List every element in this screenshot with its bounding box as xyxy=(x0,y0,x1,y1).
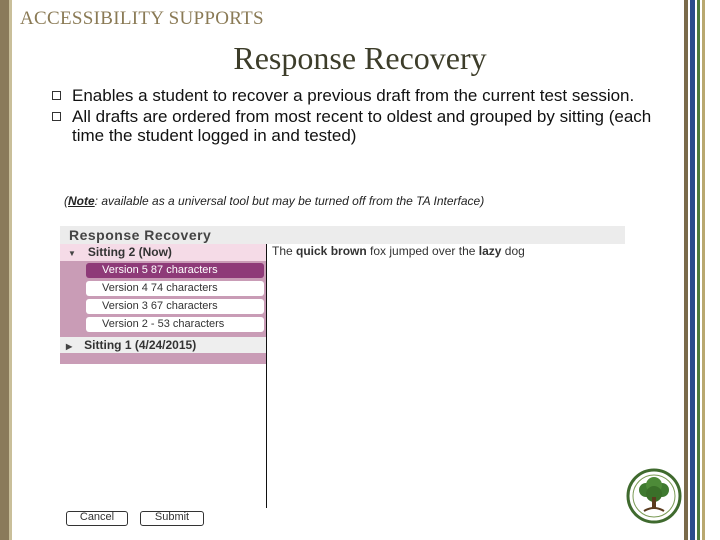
bullet-list xyxy=(50,86,670,147)
version-item[interactable]: Version 5 87 characters xyxy=(86,263,264,278)
checkbox-bullet-icon xyxy=(52,91,61,100)
right-decor-stripe-brown xyxy=(684,0,688,540)
slide-title: Response Recovery xyxy=(233,40,487,76)
section-label: ACCESSIBILITY SUPPORTS xyxy=(20,8,264,29)
bullet-text: Enables a student to recover a previous draft from the current test session. xyxy=(72,86,635,105)
left-decor-bar xyxy=(0,0,9,540)
submit-button[interactable]: Submit xyxy=(140,511,204,526)
left-decor-stripe xyxy=(9,0,12,540)
right-decor-stripe-gold xyxy=(702,0,705,540)
right-decor-stripe-green xyxy=(697,0,700,540)
version-item[interactable]: Version 2 - 53 characters xyxy=(86,317,264,332)
panel-title: Response Recovery xyxy=(60,226,625,244)
cancel-button[interactable]: Cancel xyxy=(66,511,128,526)
bullet-item xyxy=(50,107,670,145)
chevron-right-icon: ▶ xyxy=(66,342,73,351)
bullet-text: All drafts are ordered from most recent to oldest and grouped by sitting (each time the student logged in and tested) xyxy=(72,107,652,145)
tree-logo-icon xyxy=(626,468,682,524)
chevron-down-icon: ▼ xyxy=(68,249,76,258)
version-item[interactable]: Version 4 74 characters xyxy=(86,281,264,296)
draft-text: The quick brown fox jumped over the lazy dog xyxy=(272,244,525,258)
note-label: Note xyxy=(68,194,95,208)
response-recovery-panel xyxy=(60,226,625,523)
right-decor-stripe-blue xyxy=(690,0,695,540)
sitting-previous-header[interactable]: ▶ Sitting 1 (4/24/2015) xyxy=(60,337,267,353)
note-text: (Note: available as a universal tool but may be turned off from the TA Interface) xyxy=(64,194,485,208)
checkbox-bullet-icon xyxy=(52,112,61,121)
version-item[interactable]: Version 3 67 characters xyxy=(86,299,264,314)
sitting-current-header[interactable]: ▼ Sitting 2 (Now) xyxy=(60,244,267,261)
bullet-item xyxy=(50,86,670,105)
panel-divider xyxy=(266,244,267,508)
